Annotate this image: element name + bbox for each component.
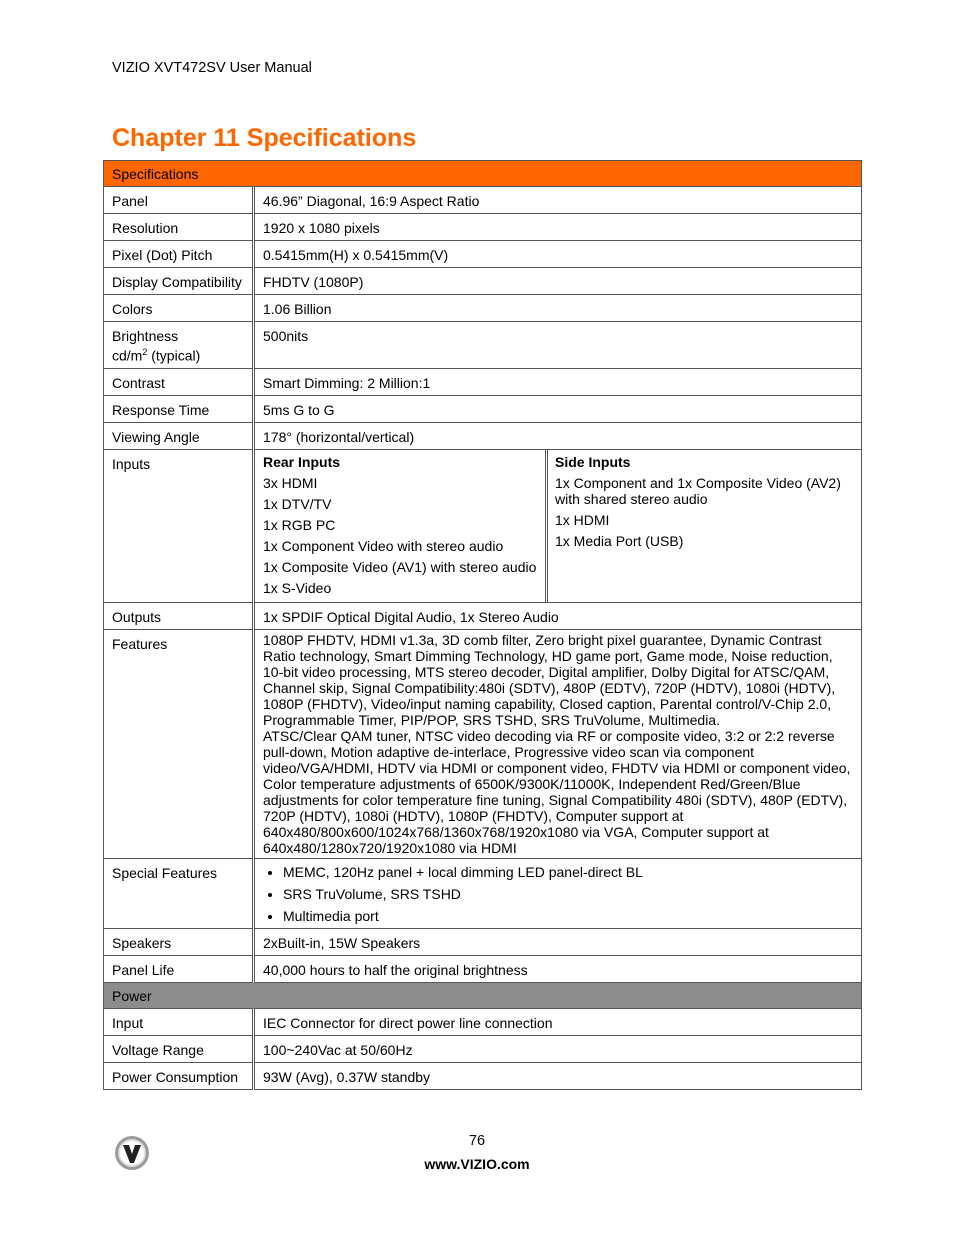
list-item: • Multimedia port	[283, 908, 854, 924]
spec-label: Voltage Range	[104, 1036, 254, 1063]
special-features-list	[263, 864, 854, 924]
spec-row-power-consumption	[104, 1063, 862, 1090]
specifications-table	[103, 160, 862, 1090]
section-title: Power	[104, 983, 862, 1009]
page-number: 76	[468, 1133, 486, 1149]
spec-row-outputs	[104, 603, 862, 630]
spec-label: Speakers	[104, 929, 254, 956]
spec-label: Input	[104, 1009, 254, 1036]
spec-label: Special Features	[104, 859, 254, 929]
spec-value: Smart Dimming: 2 Million:1	[254, 369, 862, 396]
side-input-item: 1x Component and 1x Composite Video (AV2) with shared stereo audio	[555, 475, 841, 507]
rear-input-item: 1x DTV/TV	[263, 496, 332, 512]
brightness-label-line1: Brightness	[112, 328, 179, 344]
spec-row-display-compatibility	[104, 268, 862, 295]
spec-label: Resolution	[104, 214, 254, 241]
spec-value: 500nits	[254, 322, 862, 369]
spec-table-wrapper	[103, 160, 861, 1090]
features-paragraph-2: ATSC/Clear QAM tuner, NTSC video decoding via RF or composite video, 3:2 or 2:2 reverse pull-down, Motion adaptive de-interlace, Progressive video scan via component video/VGA/HDMI, HDTV via HDMI or component video, FHDTV via HDMI or component video, Color temperature adjustments of 6500K/9300K/11000K, Independent Red/Green/Blue adjustments for color temperature fine tuning, Signal Compatibility 480i (SDTV), 480P (EDTV), 720P (HDTV), 1080i (HDTV), 1080P (FHDTV), Computer support at 640x480/800x600/1024x768/1360x768/1920x1080 via VGA, Computer support at 640x480/1280x720/1920x1080 via HDMI	[263, 728, 851, 856]
spec-row-panel-life	[104, 956, 862, 983]
spec-row-voltage-range	[104, 1036, 862, 1063]
spec-row-contrast	[104, 369, 862, 396]
spec-row-features	[104, 630, 862, 859]
spec-label: Colors	[104, 295, 254, 322]
spec-row-power-input	[104, 1009, 862, 1036]
side-input-item: 1x Media Port (USB)	[555, 533, 684, 549]
spec-row-resolution	[104, 214, 862, 241]
side-inputs-heading: Side Inputs	[555, 454, 631, 470]
rear-input-item: 1x S-Video	[263, 580, 332, 596]
special-features-cell	[254, 859, 862, 929]
spec-value: IEC Connector for direct power line connection	[254, 1009, 862, 1036]
list-item: • MEMC, 120Hz panel + local dimming LED panel-direct BL	[283, 864, 854, 880]
chapter-title: Chapter 11 Specifications	[112, 124, 417, 152]
inputs-cell	[254, 450, 862, 603]
spec-row-special-features	[104, 859, 862, 929]
spec-value: FHDTV (1080P)	[254, 268, 862, 295]
features-cell	[254, 630, 862, 859]
spec-value: 1.06 Billion	[254, 295, 862, 322]
spec-value: 1x SPDIF Optical Digital Audio, 1x Stereo Audio	[254, 603, 862, 630]
side-inputs-column	[548, 450, 861, 602]
spec-label: Power Consumption	[104, 1063, 254, 1090]
rear-input-item: 1x Component Video with stereo audio	[263, 538, 504, 554]
rear-input-item: 3x HDMI	[263, 475, 318, 491]
spec-row-response-time	[104, 396, 862, 423]
rear-input-item: 1x RGB PC	[263, 517, 336, 533]
spec-row-inputs	[104, 450, 862, 603]
spec-label: Panel Life	[104, 956, 254, 983]
spec-value: 2xBuilt-in, 15W Speakers	[254, 929, 862, 956]
brightness-unit-qualifier: (typical)	[147, 347, 201, 364]
spec-label: Outputs	[104, 603, 254, 630]
spec-row-brightness	[104, 322, 862, 369]
spec-value: 178° (horizontal/vertical)	[254, 423, 862, 450]
spec-label: Panel	[104, 187, 254, 214]
rear-input-item: 1x Composite Video (AV1) with stereo audio	[263, 559, 537, 575]
spec-value: 93W (Avg), 0.37W standby	[254, 1063, 862, 1090]
spec-value: 5ms G to G	[254, 396, 862, 423]
spec-value: 40,000 hours to half the original brightness	[254, 956, 862, 983]
section-header-specifications	[104, 161, 862, 187]
spec-value: 100~240Vac at 50/60Hz	[254, 1036, 862, 1063]
spec-value: 0.5415mm(H) x 0.5415mm(V)	[254, 241, 862, 268]
spec-row-pixel-pitch	[104, 241, 862, 268]
section-header-power	[104, 983, 862, 1009]
spec-label-brightness	[104, 322, 254, 369]
spec-label: Response Time	[104, 396, 254, 423]
features-paragraph-1: 1080P FHDTV, HDMI v1.3a, 3D comb filter, Zero bright pixel guarantee, Dynamic Contrast Ratio technology, Smart Dimming Technology, HD game port, Game mode, Noise reduction, 10-bit video processing, MTS stereo decoder, Digital amplifier, Dolby Digital for ATSC/QAM, Channel skip, Signal Compatibility:480i (SDTV), 480P (EDTV), 720P (HDTV), 1080i (HDTV), 1080P (FHDTV), Video/input naming capability, Closed caption, Parental control/V-Chip 2.0, Programmable Timer, PIP/POP, SRS TSHD, SRS TruVolume, Multimedia.	[263, 632, 836, 728]
rear-inputs-column	[255, 450, 548, 602]
spec-label: Pixel (Dot) Pitch	[104, 241, 254, 268]
spec-label: Inputs	[104, 450, 254, 603]
spec-label: Display Compatibility	[104, 268, 254, 295]
brightness-unit: cd/m	[112, 347, 143, 364]
spec-row-viewing-angle	[104, 423, 862, 450]
spec-label: Viewing Angle	[104, 423, 254, 450]
spec-label: Features	[104, 630, 254, 859]
spec-row-speakers	[104, 929, 862, 956]
rear-inputs-heading: Rear Inputs	[263, 454, 341, 470]
spec-value: 46.96” Diagonal, 16:9 Aspect Ratio	[254, 187, 862, 214]
manual-header-title: VIZIO XVT472SV User Manual	[112, 60, 312, 76]
spec-row-panel	[104, 187, 862, 214]
side-input-item: 1x HDMI	[555, 512, 610, 528]
section-title: Specifications	[104, 161, 862, 187]
spec-value: 1920 x 1080 pixels	[254, 214, 862, 241]
brightness-unit-superscript: 2	[142, 347, 148, 357]
spec-row-colors	[104, 295, 862, 322]
footer-url[interactable]: www.VIZIO.com	[424, 1156, 530, 1172]
spec-label: Contrast	[104, 369, 254, 396]
list-item: • SRS TruVolume, SRS TSHD	[283, 886, 854, 902]
